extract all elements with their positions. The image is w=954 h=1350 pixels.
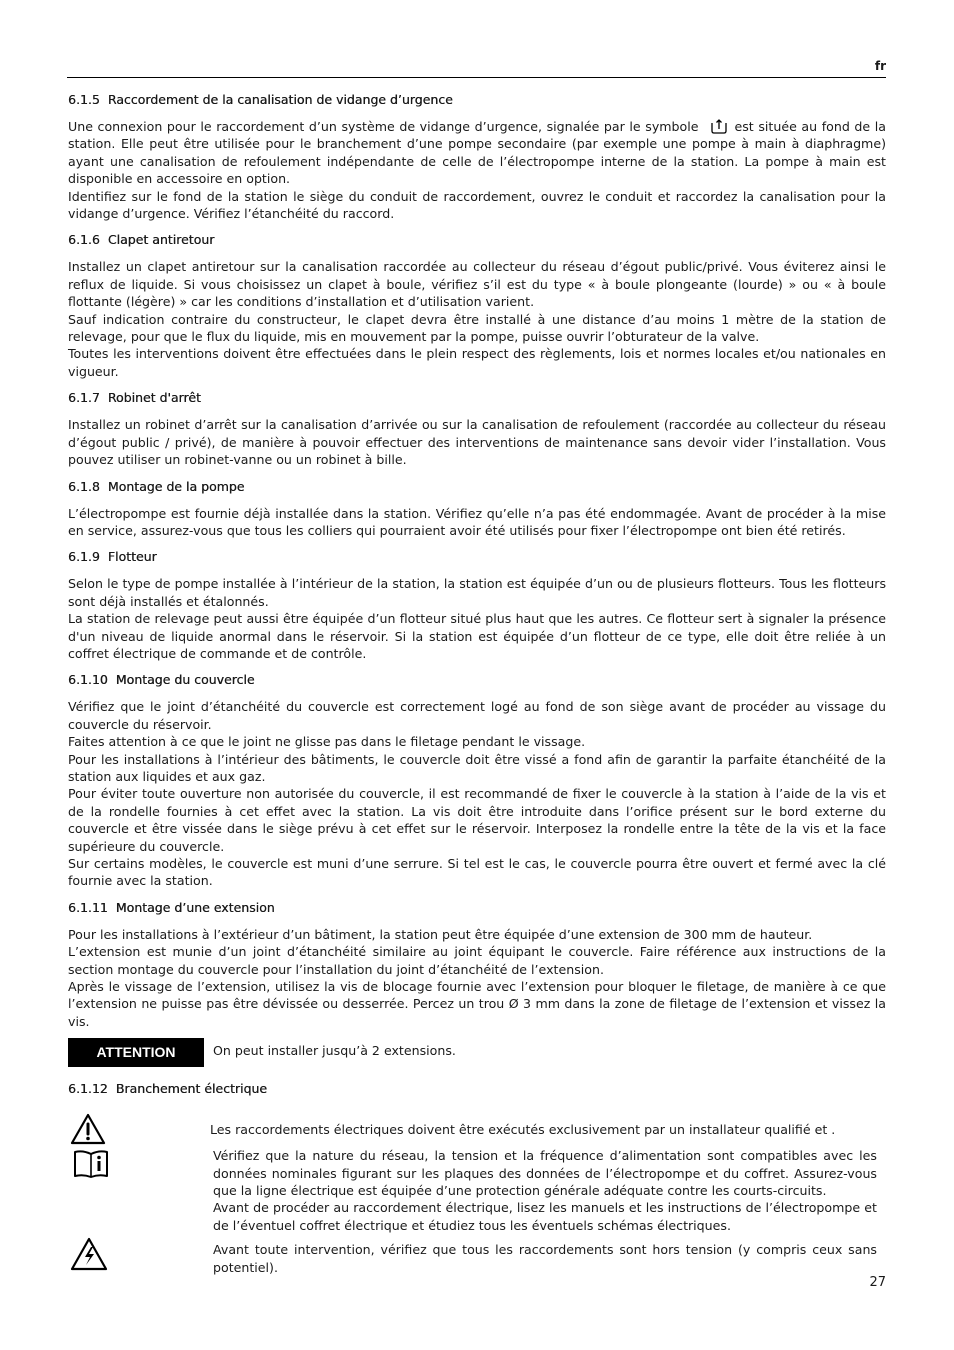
page-number: 27: [869, 1275, 886, 1290]
section-body: [68, 118, 886, 222]
section-number: 6.1.10: [68, 672, 108, 688]
section-heading: [68, 547, 886, 567]
section-heading: [68, 477, 886, 497]
paragraph: L’extension est munie d’un joint d’étanchéité similaire au joint équipant le couvercle. Faire référence aux instructions de la section montage du couvercle pour l’installation du joint d’étanchéité de l’extension.: [68, 944, 886, 977]
section-body: [68, 926, 886, 1030]
section-6-1-9: [68, 547, 886, 662]
attention-text: On peut installer jusqu’à 2 extensions.: [213, 1043, 456, 1059]
section-heading: [68, 388, 886, 408]
section-6-1-11: [68, 898, 886, 1030]
paragraph: Pour les installations à l’intérieur des bâtiments, le couvercle doit être vissé a fond afin de garantir la parfaite étanchéité de la station aux liquides et aux gaz.: [68, 751, 886, 784]
section-body: [68, 416, 886, 468]
header-rule: [67, 77, 886, 78]
section-heading: [68, 898, 886, 918]
section-body: [68, 575, 886, 662]
paragraph: Pour les installations à l’extérieur d’un bâtiment, la station peut être équipée d’une extension de 300 mm de hauteur.: [68, 926, 813, 942]
section-heading: [68, 230, 886, 250]
paragraph: Pour éviter toute ouverture non autorisée du couvercle, il est recommandé de fixer le couvercle à la station à l’aide de la vis et de la rondelle fournies à cet effet avec la station. La vis doit être introduite dans l’orifice présent sur le bord externe du couvercle et être vissée dans le siège prévu à cet effet sur le réservoir. Interposez la rondelle entre la tête de la vis et la face supérieure du couvercle.: [68, 786, 886, 854]
paragraph: Vérifiez que le joint d’étanchéité du couvercle est correctement logé au fond de son siège avant de procéder au vissage du couvercle du réservoir.: [68, 699, 886, 732]
attention-badge: ATTENTION: [68, 1038, 204, 1067]
paragraph: Avant de procéder au raccordement électrique, lisez les manuels et les instructions de l’électropompe et de l’éventuel coffret électrique et étudiez tous les éventuels schémas électriques.: [213, 1200, 877, 1233]
paragraph: Identifiez sur le fond de la station le siège du conduit de raccordement, ouvrez le conduit et raccordez la canalisation pour la vidange d’urgence. Vérifiez l’étanchéité du raccord.: [68, 188, 886, 222]
paragraph: Vérifiez que la nature du réseau, la tension et la fréquence d’alimentation sont compatibles avec les données nominales figurant sur les plaques des données de l’électropompe et du coffret. Assurez-vous que la ligne électrique est équipée d’une protection générale adéquate contre les courts-circuits.: [213, 1148, 877, 1199]
section-title: Montage du couvercle: [115, 672, 255, 688]
section-heading: [68, 90, 886, 110]
paragraph: Sur certains modèles, le couvercle est muni d’une serrure. Si tel est le cas, le couvercle pourra être ouvert et fermé avec la clé fournie avec la station.: [68, 856, 886, 889]
qualified-installer-text: Les raccordements électriques doivent être exécutés exclusivement par un installateur qualifié et .: [210, 1122, 836, 1138]
section-title: Montage de la pompe: [107, 478, 245, 494]
section-heading: [68, 1079, 886, 1099]
section-6-1-8: [68, 477, 886, 540]
section-heading: [68, 670, 886, 690]
section-6-1-12: [68, 1079, 886, 1285]
section-title: Raccordement de la canalisation de vidange d’urgence: [107, 92, 453, 107]
drain-symbol-icon: [709, 118, 729, 134]
manual-instructions-text: [213, 1147, 877, 1234]
paragraph: Après le vissage de l’extension, utilisez la vis de blocage fournie avec l’extension pour bloquer le filetage, de manière à ce que l’extension ne puisse pas être dévissée ou desserrée. Percez un trou Ø 3 mm dans la zone de filetage de l’extension et vissez la vis.: [68, 979, 886, 1029]
section-number: 6.1.11: [68, 899, 108, 915]
section-6-1-5: [68, 90, 886, 222]
paragraph-text: Une connexion pour le raccordement d’un système de vidange d’urgence, signalée par le symbole: [68, 119, 699, 134]
page-content: [68, 90, 886, 1285]
section-title: Robinet d'arrêt: [107, 390, 201, 406]
paragraph: Toutes les interventions doivent être effectuées dans le plein respect des règlements, lois et normes locales et/ou nationales en vigueur.: [68, 346, 886, 379]
section-title: Flotteur: [107, 549, 157, 565]
electric-hazard-icon: [70, 1237, 108, 1271]
voltage-check-text: Avant toute intervention, vérifiez que tous les raccordements sont hors tension (y compris ceux sans potentiel).: [213, 1242, 877, 1275]
paragraph: Installez un clapet antiretour sur la canalisation raccordée au collecteur du réseau d’égout public/privé. Vous éviterez ainsi le reflux de liquide. Si vous choisissez un clapet à boule, vérifiez s’il est du type « à boule plongeante (lourde) » ou « à boule flottante (légère) » car les conditions d’installation et d’utilisation varient.: [68, 259, 886, 310]
paragraph: Faites attention à ce que le joint ne glisse pas dans le filetage pendant le vissage.: [68, 734, 586, 750]
paragraph: [68, 118, 886, 188]
section-number: 6.1.12: [68, 1081, 108, 1097]
section-title: Clapet antiretour: [107, 232, 215, 248]
section-number: 6.1.6: [68, 232, 100, 248]
paragraph-text: est située au fond de la station. Elle peut être utilisée pour le branchement d’une pompe secondaire (par exemple une pompe à main à diaphragme) ayant une canalisation de refoulement indépendante de celle de l’électropompe interne de la station. La pompe à main est disponible en accessoire en option.: [68, 119, 886, 187]
paragraph: Sauf indication contraire du constructeur, le clapet devra être installé à une distance d’au moins 1 mètre de la station de relevage, pour que le flux du liquide, mis en mouvement par la pompe, puisse ouvrir l’obturateur de la valve.: [68, 311, 886, 345]
section-number: 6.1.8: [68, 478, 100, 494]
paragraph: Installez un robinet d’arrêt sur la canalisation d’arrivée ou sur la canalisation de refoulement (raccordée au collecteur du réseau d’égout public / privé), de manière à pouvoir effectuer des interventions de maintenance sans devoir vider l’installation. Vous pouvez utiliser un robinet-vanne ou un robinet à bille.: [68, 417, 886, 468]
read-manual-icon: [73, 1149, 109, 1179]
section-number: 6.1.7: [68, 390, 100, 406]
attention-note: [68, 1038, 886, 1067]
section-body: [68, 258, 886, 380]
section-6-1-6: [68, 230, 886, 380]
section-body: [68, 698, 886, 889]
paragraph: La station de relevage peut aussi être équipée d’un flotteur situé plus haut que les autres. Ce flotteur sert à signaler la présence d'un niveau de liquide anormal dans le réservoir. Si la station est équipée d’un flotteur de ce type, elle doit être reliée à un coffret électrique de commande et de contrôle.: [68, 611, 886, 661]
paragraph: L’électropompe est fournie déjà installée dans la station. Vérifiez qu’elle n’a pas été endommagée. Avant de procéder à la mise en service, assurez-vous que tous les colliers qui pourraient avoir été utilisés pour fixer l’électropompe ont bien été retirés.: [68, 505, 886, 538]
section-title: Branchement électrique: [115, 1081, 267, 1097]
section-body: [68, 505, 886, 540]
section-number: 6.1.5: [68, 92, 100, 107]
section-title: Montage d’une extension: [115, 899, 275, 915]
section-number: 6.1.9: [68, 549, 100, 565]
section-6-1-10: [68, 670, 886, 889]
language-code: fr: [874, 59, 886, 73]
paragraph: Selon le type de pompe installée à l’intérieur de la station, la station est équipée d’un ou de plusieurs flotteurs. Tous les flotteurs sont déjà installés et étalonnés.: [68, 576, 886, 609]
section-6-1-7: [68, 388, 886, 468]
electrical-safety-block: [68, 1105, 886, 1285]
warning-triangle-icon: [70, 1113, 106, 1145]
